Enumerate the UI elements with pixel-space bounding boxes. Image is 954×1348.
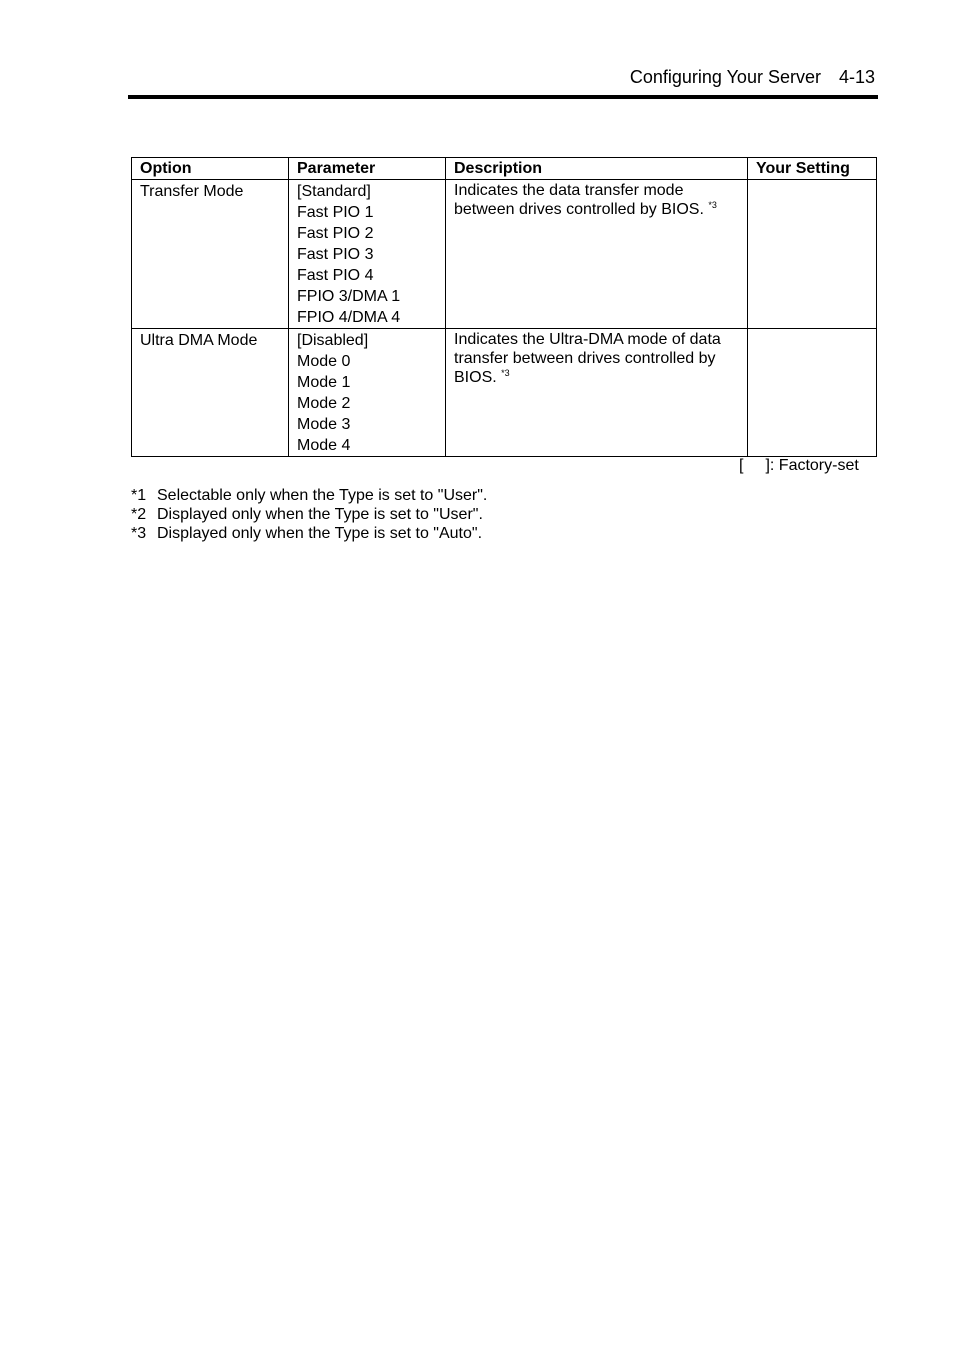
footnote-mark: *1 — [131, 487, 147, 504]
description-line: between drives controlled by BIOS. $^{*3}$ — [454, 200, 717, 218]
parameter-value: FPIO 3/DMA 1 — [297, 288, 401, 305]
parameter-value: FPIO 4/DMA 4 — [297, 309, 401, 326]
option-cell: Transfer Mode — [132, 180, 289, 329]
description-line: Indicates the data transfer mode — [454, 182, 684, 199]
parameter-value: [Disabled] — [297, 332, 369, 349]
parameter-value: Mode 2 — [297, 395, 351, 412]
column-header-parameter: Parameter — [289, 158, 446, 180]
your-setting-cell[interactable] — [748, 329, 877, 457]
table-row — [132, 329, 877, 457]
table-row — [132, 180, 877, 329]
footnote-ref: *3 — [501, 368, 510, 378]
footnote-item — [131, 486, 487, 505]
column-header-option: Option — [132, 158, 289, 180]
footnotes — [131, 486, 487, 543]
parameter-value: Fast PIO 3 — [297, 246, 374, 263]
footnote-mark: *2 — [131, 506, 147, 523]
description-cell — [446, 180, 748, 329]
parameter-cell — [289, 180, 446, 329]
parameter-value: Mode 4 — [297, 437, 351, 454]
description-line: transfer between drives controlled by — [454, 350, 716, 367]
footnote-text: Selectable only when the Type is set to "User". — [157, 487, 488, 504]
options-table — [131, 157, 877, 457]
legend-text: ]: Factory-set — [765, 457, 859, 474]
description-cell — [446, 329, 748, 457]
footnote-mark: *3 — [131, 525, 147, 542]
footnote-ref: *3 — [708, 200, 717, 210]
section-title: Configuring Your Server — [629, 67, 821, 87]
parameter-value: Mode 1 — [297, 374, 351, 391]
description-line: Indicates the Ultra-DMA mode of data — [454, 331, 721, 348]
parameter-value: Fast PIO 4 — [297, 267, 374, 284]
column-header-description: Description — [446, 158, 748, 180]
description-line: BIOS. $^{*3}$ — [454, 368, 510, 386]
footnote-text: Displayed only when the Type is set to "User". — [157, 506, 483, 523]
footnote-item — [131, 524, 487, 543]
table-header-row — [132, 158, 877, 180]
footnote-text: Displayed only when the Type is set to "Auto". — [157, 525, 483, 542]
page-header — [630, 66, 875, 88]
header-rule — [128, 95, 878, 99]
legend-bracket: [ — [739, 457, 744, 474]
parameter-value: Mode 0 — [297, 353, 351, 370]
parameter-value: [Standard] — [297, 183, 371, 200]
your-setting-cell[interactable] — [748, 180, 877, 329]
factory-set-legend — [739, 456, 859, 476]
footnote-item — [131, 505, 487, 524]
parameter-value: Fast PIO 2 — [297, 225, 374, 242]
page-number: 4-13 — [838, 67, 875, 87]
parameter-value: Fast PIO 1 — [297, 204, 374, 221]
option-cell: Ultra DMA Mode — [132, 329, 289, 457]
parameter-cell — [289, 329, 446, 457]
parameter-value: Mode 3 — [297, 416, 351, 433]
column-header-your-setting: Your Setting — [748, 158, 877, 180]
